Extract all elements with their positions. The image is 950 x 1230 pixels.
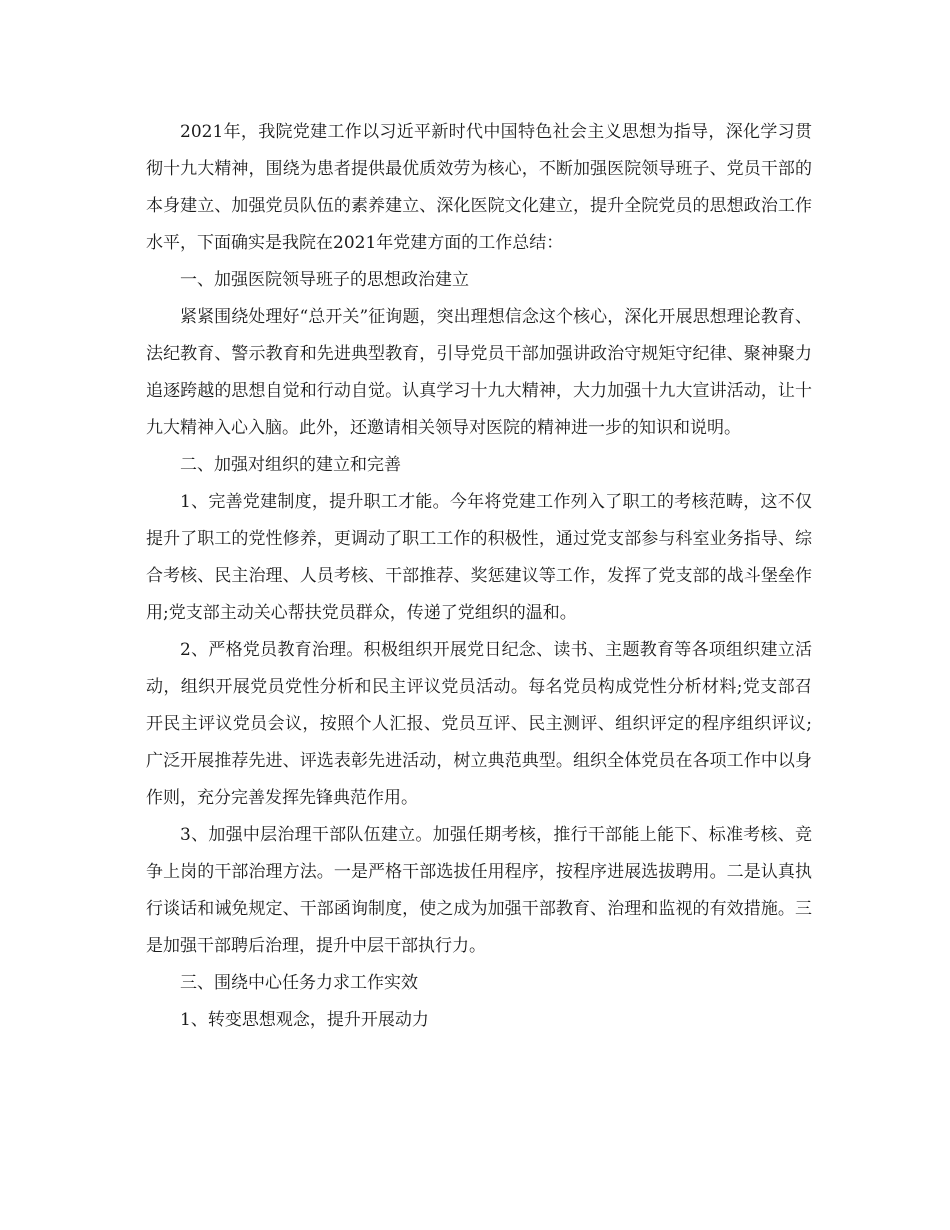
section-heading-3: 三、围绕中心任务力求工作实效 — [180, 973, 418, 993]
section-3-item-1: 1、转变思想观念，提升开展动力 — [180, 1010, 429, 1030]
section-1-paragraph: 紧紧围绕处理好“总开关”征询题，突出理想信念这个核心，深化开展思想理论教育、法纪教育、警示教育和先进典型教育，引导党员干部加强讲政治守规矩守纪律、聚神聚力追逐跨越的思想自觉和行动自觉。认真学习十九大精神，大力加强十九大宣讲活动，让十九大精神入心入脑。此外，还邀请相关领导对医院的精神进一步的知识和说明。 — [146, 307, 812, 438]
section-heading-1: 一、加强医院领导班子的思想政治建立 — [180, 270, 469, 290]
intro-paragraph: 2021年，我院党建工作以习近平新时代中国特色社会主义思想为指导，深化学习贯彻十九大精神，围绕为患者提供最优质效劳为核心，不断加强医院领导班子、党员干部的本身建立、加强党员队伍的素养建立、深化医院文化建立，提升全院党员的思想政治工作水平，下面确实是我院在2021年党建方面的工作总结： — [146, 122, 812, 253]
section-2-item-1: 1、完善党建制度，提升职工才能。今年将党建工作列入了职工的考核范畴，这不仅提升了职工的党性修养，更调动了职工工作的积极性，通过党支部参与科室业务指导、综合考核、民主治理、人员考核、干部推荐、奖惩建议等工作，发挥了党支部的战斗堡垒作用;党支部主动关心帮扶党员群众，传递了党组织的温和。 — [146, 492, 812, 623]
section-heading-2: 二、加强对组织的建立和完善 — [180, 455, 401, 475]
document-body — [146, 114, 812, 1039]
section-2-item-2: 2、严格党员教育治理。积极组织开展党日纪念、读书、主题教育等各项组织建立活动，组织开展党员党性分析和民主评议党员活动。每名党员构成党性分析材料;党支部召开民主评议党员会议，按照个人汇报、党员互评、民主测评、组织评定的程序组织评议;广泛开展推荐先进、评选表彰先进活动，树立典范典型。组织全体党员在各项工作中以身作则，充分完善发挥先锋典范作用。 — [146, 640, 812, 808]
section-2-item-3: 3、加强中层治理干部队伍建立。加强任期考核，推行干部能上能下、标准考核、竞争上岗的干部治理方法。一是严格干部选拔任用程序，按程序进展选拔聘用。二是认真执行谈话和诫免规定、干部函询制度，使之成为加强干部教育、治理和监视的有效措施。三是加强干部聘后治理，提升中层干部执行力。 — [146, 825, 812, 956]
